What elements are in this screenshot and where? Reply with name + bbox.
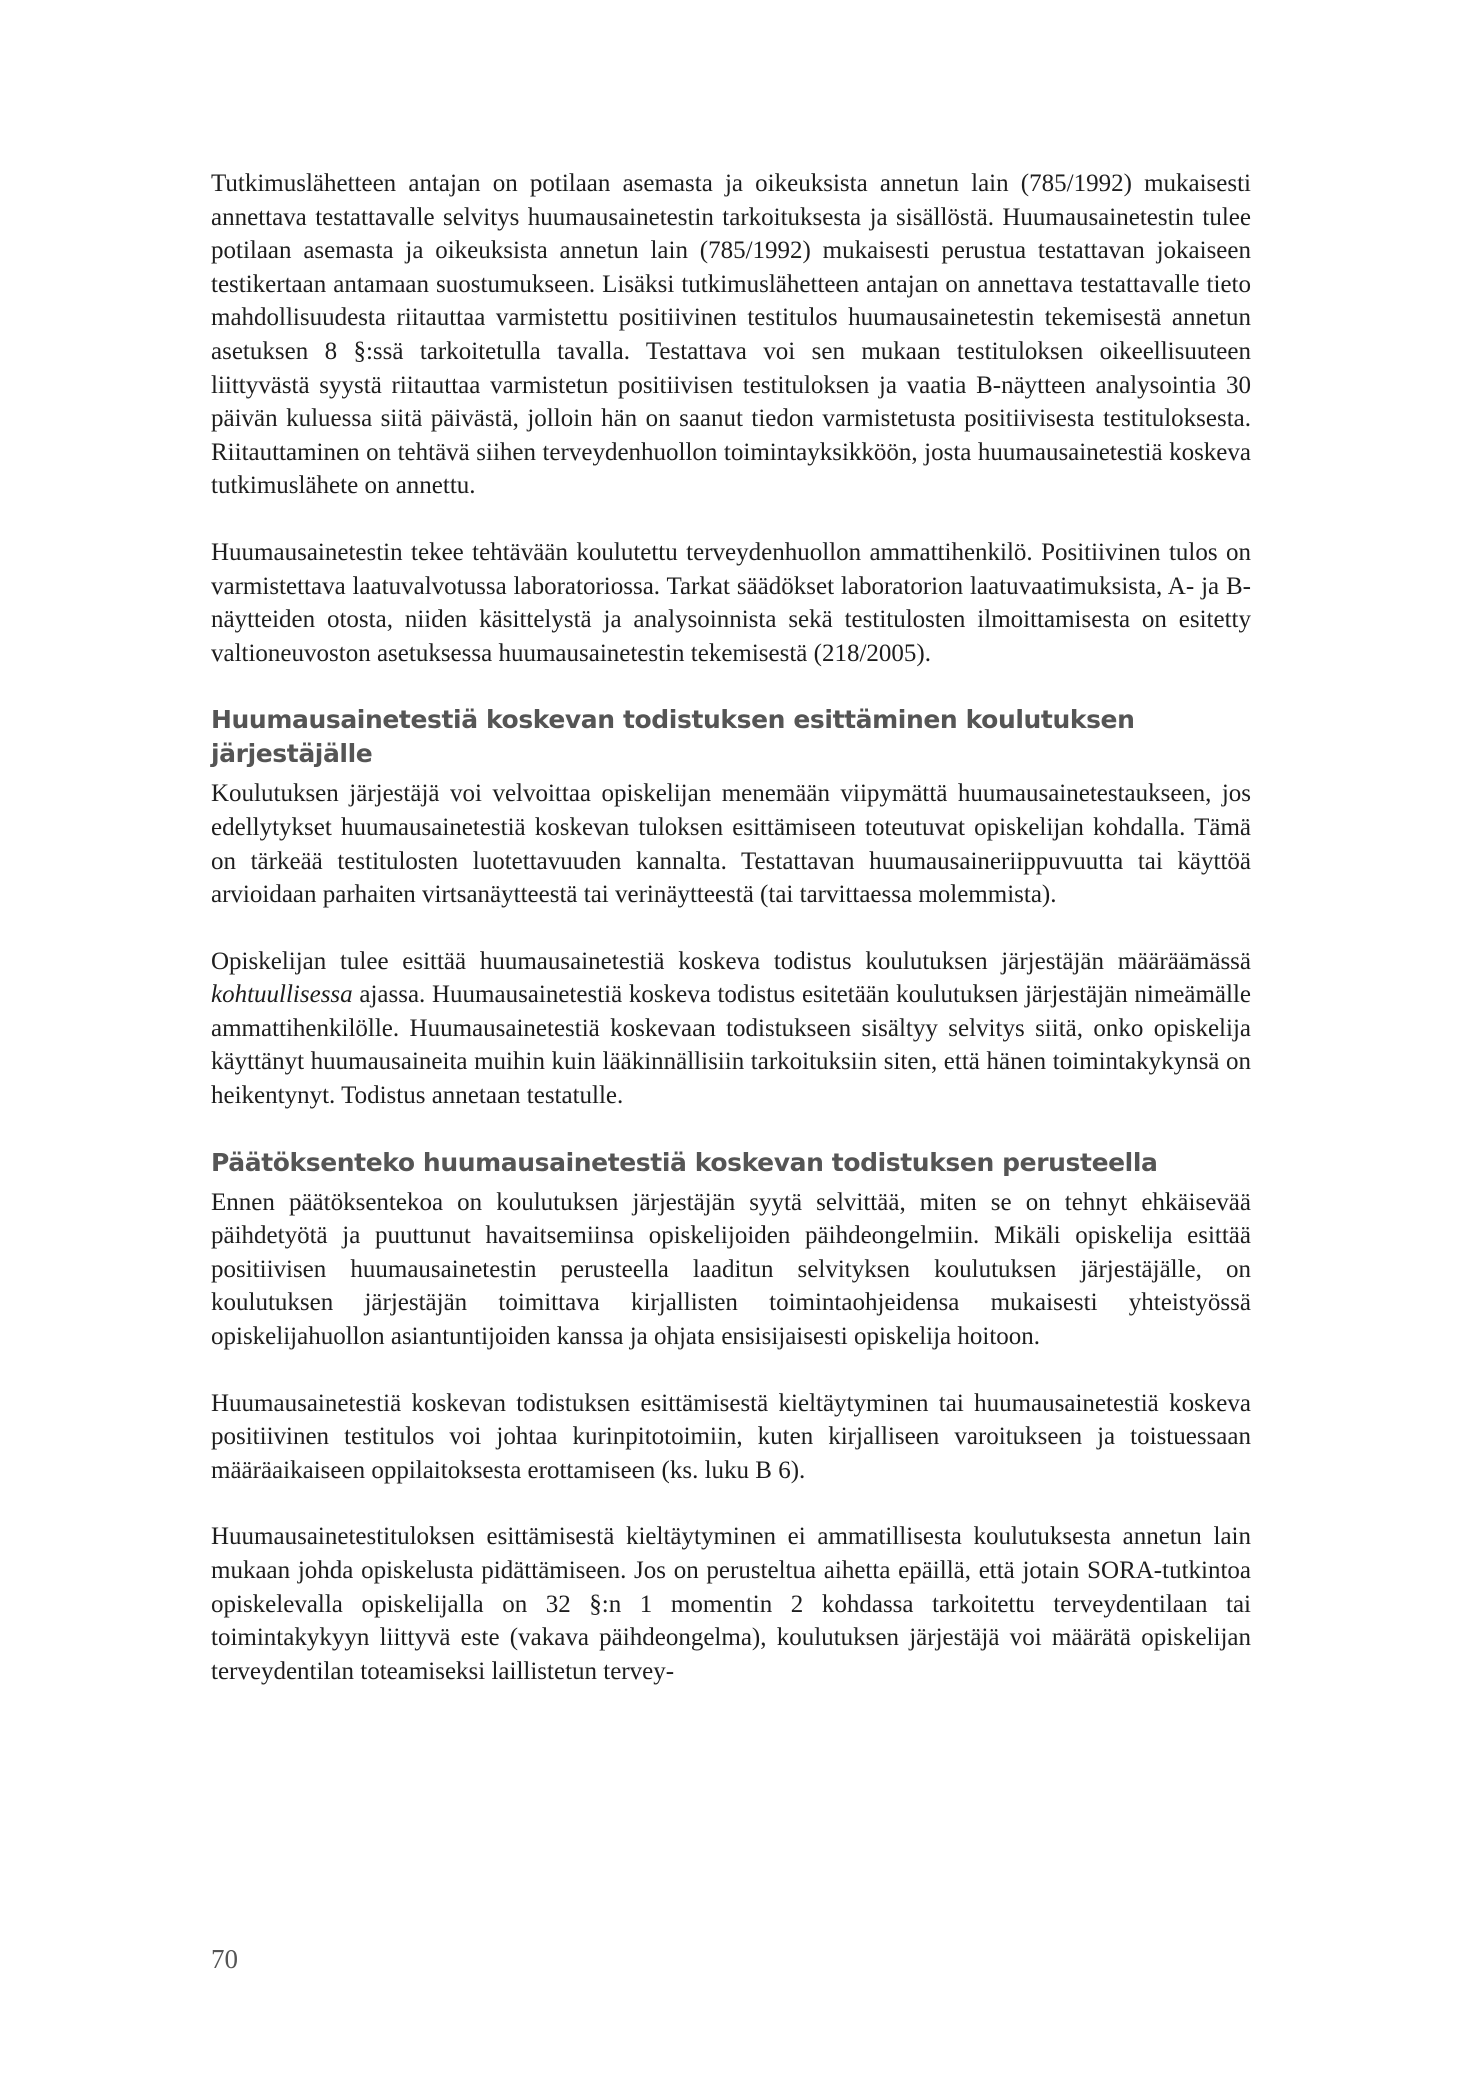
paragraph-certificate-delivery	[211, 945, 1251, 1113]
paragraph-text-start: Opiskelijan tulee esittää huumausainetestiä koskeva todistus koulutuksen järjestäjän määräämässä	[211, 947, 1251, 975]
section-heading-decision-making: Päätöksenteko huumausainetestiä koskevan todistuksen perusteella	[211, 1147, 1158, 1177]
paragraph-disciplinary-measures: Huumausainetestiä koskevan todistuksen esittämisestä kieltäytyminen tai huumausainetestiä koskeva positiivinen testitulos voi johtaa kurinpitotoimiin, kuten kirjalliseen varoitukseen ja toistuessaan määräaikaiseen oppilaitoksesta erottamiseen (ks. luku B 6).	[211, 1389, 1251, 1484]
page-number: 70	[211, 1944, 238, 1974]
paragraph-text-end: ajassa. Huumausainetestiä koskeva todistus esitetään koulutuksen järjestäjän nimeämälle ammattihenkilölle. Huumausainetestiä koskevaan todistukseen sisältyy selvitys siitä, onko opiskelija käyttänyt huumausaineita muihin kuin lääkinnällisiin tarkoituksiin siten, että hänen toimintakykynsä on heikentynyt. Todistus annetaan testatulle.	[211, 981, 1251, 1110]
page-content	[211, 167, 1251, 1721]
paragraph-refusal-consequences: Huumausainetestituloksen esittämisestä kieltäytyminen ei ammatillisesta koulutuksesta annetun lain mukaan johda opiskelusta pidättämiseen. Jos on perusteltua aihetta epäillä, että jotain SORA-tutkintoa opiskelevalla opiskelijalla on 32 §:n 1 momentin 2 kohdassa tarkoitettu terveydentilaan tai toimintakykyyn liittyvä este (vakava päihdeongelma), koulutuksen järjestäjä voi määrätä opiskelijan terveydentilan toteamiseksi laillistetun tervey-	[211, 1523, 1251, 1685]
paragraph-before-decision: Ennen päätöksentekoa on koulutuksen järjestäjän syytä selvittää, miten se on tehnyt ehkäisevää päihdetyötä ja puuttunut havaitsemiinsa opiskelijoiden päihdeongelmiin. Mikäli opiskelija esittää positiivisen huumausainetestin perusteella laaditun selvityksen koulutuksen järjestäjälle, on koulutuksen järjestäjän toimittava kirjallisten toimintaohjeidensa mukaisesti yhteistyössä opiskelijahuollon asiantuntijoiden kanssa ja ohjata ensisijaisesti opiskelija hoitoon.	[211, 1188, 1251, 1351]
italic-term: kohtuullisessa	[211, 981, 353, 1009]
paragraph-obligation-to-test: Koulutuksen järjestäjä voi velvoittaa opiskelijan menemään viipymättä huumausainetestaukseen, jos edellytykset huumausainetestiä koskevan tuloksen esittämiseen toteutuvat opiskelijan kohdalla. Tämä on tärkeää testitulosten luotettavuuden kannalta. Testattavan huumausaineriippuvuutta tai käyttöä arvioidaan parhaiten virtsanäytteestä tai verinäytteestä (tai tarvittaessa molemmista).	[211, 780, 1251, 909]
paragraph-test-execution: Huumausainetestin tekee tehtävään koulutettu terveydenhuollon ammattihenkilö. Positiivinen tulos on varmistettava laatuvalvotussa laboratoriossa. Tarkat säädökset laboratorion laatuvaatimuksista, A- ja B-näytteiden otosta, niiden käsittelystä ja analysoinnista sekä testitulosten ilmoittamisesta on esitetty valtioneuvoston asetuksessa huumausainetestin tekemisestä (218/2005).	[211, 538, 1251, 667]
section-heading-certificate-presentation: Huumausainetestiä koskevan todistuksen esittäminen koulutuksen järjestäjälle	[211, 705, 1135, 769]
paragraph-referral-rights: Tutkimuslähetteen antajan on potilaan asemasta ja oikeuksista annetun lain (785/1992) mukaisesti annettava testattavalle selvitys huumausainetestin tarkoituksesta ja sisällöstä. Huumausainetestin tulee potilaan asemasta ja oikeuksista annetun lain (785/1992) mukaisesti perustua testattavan jokaiseen testikertaan antamaan suostumukseen. Lisäksi tutkimuslähetteen antajan on annettava testattavalle tieto mahdollisuudesta riitauttaa varmistettu positiivinen testitulos huumausainetestin tekemisestä annetun asetuksen 8 §:ssä tarkoitetulla tavalla. Testattava voi sen mukaan testituloksen oikeellisuuteen liittyvästä syystä riitauttaa varmistetun positiivisen testituloksen ja vaatia B-näytteen analysointia 30 päivän kuluessa siitä päivästä, jolloin hän on saanut tiedon varmistetusta positiivisesta testituloksesta. Riitauttaminen on tehtävä siihen terveydenhuollon toimintayksikköön, josta huumausainetestiä koskeva tutkimuslähete on annettu.	[211, 170, 1251, 500]
